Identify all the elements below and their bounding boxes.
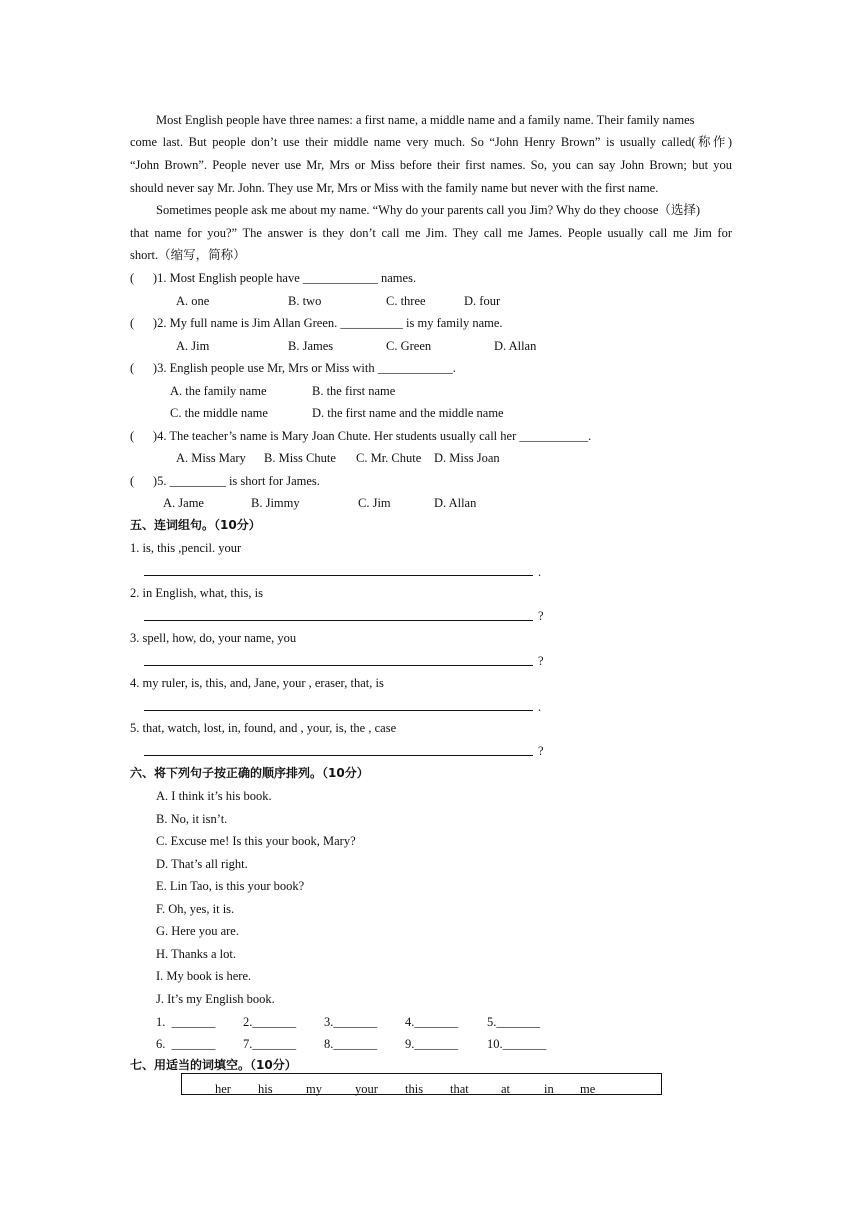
question-2-option-b: B. James xyxy=(288,339,334,353)
passage-p1-line2: come last. But people don’t use their middle name very much. So “John Henry Brown” is usually called(称作) xyxy=(130,135,732,149)
dialogue-sentence-i: I. My book is here. xyxy=(156,969,252,983)
sentence-5-prompt: 5. that, watch, lost, in, found, and , your, is, the , case xyxy=(130,721,397,735)
question-3-option-b: B. the first name xyxy=(312,384,396,398)
question-5-stem: ( )5. _________ is short for James. xyxy=(130,474,320,488)
answer-line-2[interactable] xyxy=(144,620,533,621)
passage-p1-line1: Most English people have three names: a first name, a middle name and a family name. Their family names xyxy=(156,113,695,127)
answer-line-4-end: . xyxy=(538,700,542,714)
question-1-option-d: D. four xyxy=(464,294,501,308)
order-answer-6[interactable]: 6. _______ xyxy=(156,1037,216,1051)
dialogue-sentence-e: E. Lin Tao, is this your book? xyxy=(156,879,305,893)
section-6-heading: 六、将下列句子按正确的顺序排列。（10分） xyxy=(130,766,369,780)
passage-p2-line3: short.（缩写，简称） xyxy=(130,248,246,262)
order-answer-7[interactable]: 7._______ xyxy=(243,1037,297,1051)
question-2-option-d: D. Allan xyxy=(494,339,537,353)
dialogue-sentence-d: D. That’s all right. xyxy=(156,857,248,871)
passage-p1-line3: “John Brown”. People never use Mr, Mrs or Miss before their first names. So, you can say John Brown; but you xyxy=(130,158,732,172)
word-bank-word-2: his xyxy=(258,1082,273,1096)
dialogue-sentence-c: C. Excuse me! Is this your book, Mary? xyxy=(156,834,356,848)
word-bank-word-7: at xyxy=(501,1082,511,1096)
dialogue-sentence-f: F. Oh, yes, it is. xyxy=(156,902,235,916)
dialogue-sentence-g: G. Here you are. xyxy=(156,924,239,938)
question-4-option-c: C. Mr. Chute xyxy=(356,451,422,465)
word-bank-word-9: me xyxy=(580,1082,596,1096)
order-answer-5[interactable]: 5._______ xyxy=(487,1015,541,1029)
sentence-3-prompt: 3. spell, how, do, your name, you xyxy=(130,631,297,645)
passage-p2-line2: that name for you?” The answer is they don’t call me Jim. They call me James. People usually call me Jim for xyxy=(130,226,732,240)
question-5-option-d: D. Allan xyxy=(434,496,477,510)
answer-line-1[interactable] xyxy=(144,575,533,576)
order-answer-10[interactable]: 10._______ xyxy=(487,1037,547,1051)
sentence-1-prompt: 1. is, this ,pencil. your xyxy=(130,541,242,555)
question-5-option-b: B. Jimmy xyxy=(251,496,300,510)
dialogue-sentence-b: B. No, it isn’t. xyxy=(156,812,228,826)
section-5-heading: 五、连词组句。（10分） xyxy=(130,518,261,532)
question-1-stem: ( )1. Most English people have ____________ names. xyxy=(130,271,417,285)
question-2-option-c: C. Green xyxy=(386,339,432,353)
order-answer-2[interactable]: 2._______ xyxy=(243,1015,297,1029)
passage-p2-line1: Sometimes people ask me about my name. “Why do your parents call you Jim? Why do they choose（选择) xyxy=(156,203,701,217)
dialogue-sentence-j: J. It’s my English book. xyxy=(156,992,275,1006)
question-1-option-a: A. one xyxy=(176,294,210,308)
question-2-option-a: A. Jim xyxy=(176,339,210,353)
question-3-stem: ( )3. English people use Mr, Mrs or Miss with ____________. xyxy=(130,361,456,375)
sentence-4-prompt: 4. my ruler, is, this, and, Jane, your , eraser, that, is xyxy=(130,676,384,690)
question-4-option-d: D. Miss Joan xyxy=(434,451,500,465)
dialogue-sentence-a: A. I think it’s his book. xyxy=(156,789,272,803)
question-4-stem: ( )4. The teacher’s name is Mary Joan Chute. Her students usually call her ___________. xyxy=(130,429,592,443)
order-answer-9[interactable]: 9._______ xyxy=(405,1037,459,1051)
question-4-option-a: A. Miss Mary xyxy=(176,451,246,465)
dialogue-sentence-h: H. Thanks a lot. xyxy=(156,947,236,961)
word-bank-word-8: in xyxy=(544,1082,554,1096)
answer-line-1-end: . xyxy=(538,565,542,579)
question-3-option-a: A. the family name xyxy=(170,384,267,398)
word-bank-word-5: this xyxy=(405,1082,424,1096)
order-answer-8[interactable]: 8._______ xyxy=(324,1037,378,1051)
answer-line-2-end: ? xyxy=(538,609,544,623)
answer-line-4[interactable] xyxy=(144,710,533,711)
question-4-option-b: B. Miss Chute xyxy=(264,451,336,465)
question-5-option-a: A. Jame xyxy=(163,496,204,510)
question-3-option-d: D. the first name and the middle name xyxy=(312,406,504,420)
passage-p1-line4: should never say Mr. John. They use Mr, Mrs or Miss with the family name but never with the first name. xyxy=(130,181,659,195)
question-1-option-b: B. two xyxy=(288,294,322,308)
section-7-heading: 七、用适当的词填空。（10分） xyxy=(130,1058,297,1072)
order-answer-4[interactable]: 4._______ xyxy=(405,1015,459,1029)
question-2-stem: ( )2. My full name is Jim Allan Green. __________ is my family name. xyxy=(130,316,503,330)
question-5-option-c: C. Jim xyxy=(358,496,391,510)
question-3-option-c: C. the middle name xyxy=(170,406,268,420)
sentence-2-prompt: 2. in English, what, this, is xyxy=(130,586,263,600)
question-1-option-c: C. three xyxy=(386,294,426,308)
answer-line-3[interactable] xyxy=(144,665,533,666)
order-answer-1[interactable]: 1. _______ xyxy=(156,1015,216,1029)
answer-line-3-end: ? xyxy=(538,654,544,668)
word-bank-word-6: that xyxy=(450,1082,469,1096)
word-bank-word-3: my xyxy=(306,1082,322,1096)
order-answer-3[interactable]: 3._______ xyxy=(324,1015,378,1029)
word-bank-word-1: her xyxy=(215,1082,231,1096)
answer-line-5-end: ? xyxy=(538,744,544,758)
answer-line-5[interactable] xyxy=(144,755,533,756)
word-bank-word-4: your xyxy=(355,1082,378,1096)
